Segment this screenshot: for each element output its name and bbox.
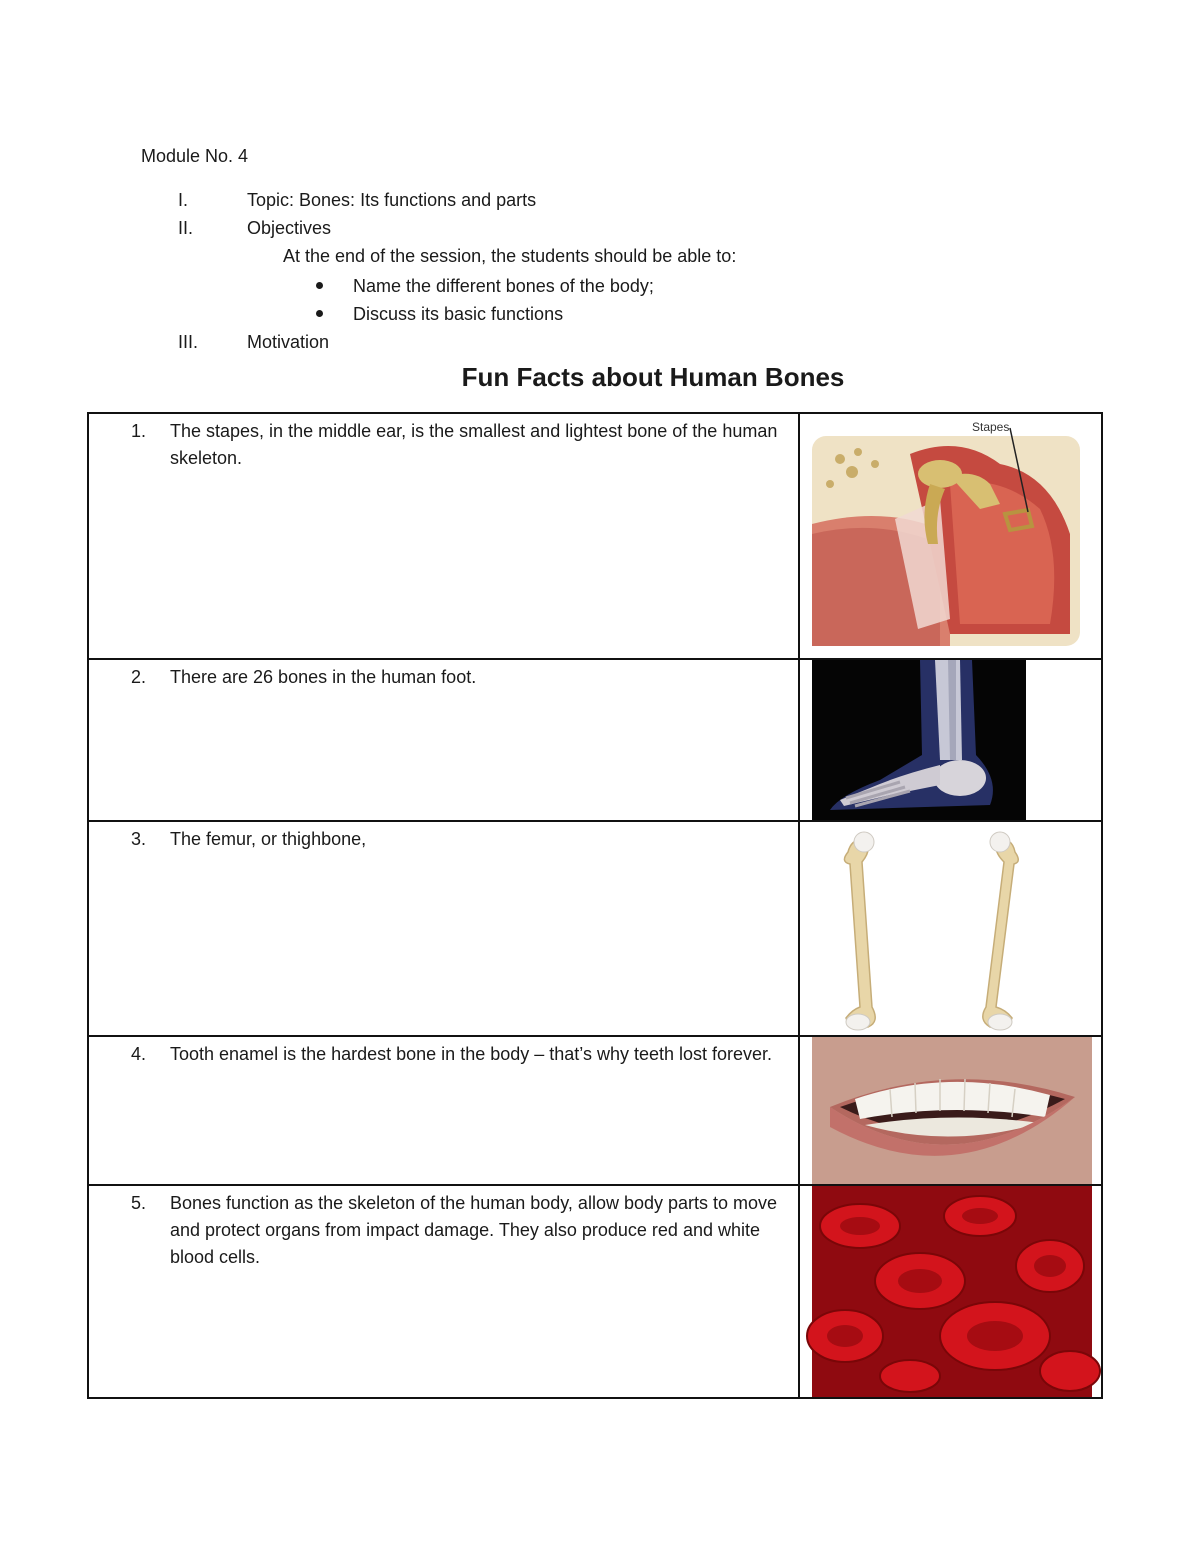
fact-text: Bones function as the skeleton of the human body, allow body parts to move and protect organs from impact damage. They also produce red and white blood cells. xyxy=(170,1193,778,1267)
module-number: Module No. 4 xyxy=(141,146,249,166)
fact-number: 3. xyxy=(131,829,147,849)
table-row xyxy=(88,1036,1102,1185)
facts-title: Fun Facts about Human Bones xyxy=(461,362,845,392)
fact-number: 5. xyxy=(131,1193,147,1213)
fact-text: The femur, or thighbone, xyxy=(170,829,367,849)
outline-numeral-1: I. xyxy=(178,190,189,210)
objective-item: Name the different bones of the body; xyxy=(353,276,654,296)
foot-image xyxy=(799,659,1102,821)
red-blood-cells-illustration xyxy=(800,1186,1101,1397)
fact-text: The stapes, in the middle ear, is the smallest and lightest bone of the human skeleton. xyxy=(170,421,778,468)
fact-item xyxy=(89,1037,798,1068)
fact-number: 4. xyxy=(131,1044,147,1064)
smile-teeth-photo xyxy=(800,1037,1101,1184)
fact-number: 1. xyxy=(131,421,147,441)
objective-item: Discuss its basic functions xyxy=(353,304,564,324)
table-row xyxy=(88,1185,1102,1398)
fact-text: Tooth enamel is the hardest bone in the body – that’s why teeth lost forever. xyxy=(170,1044,773,1064)
motivation-heading: Motivation xyxy=(247,332,330,352)
outline-numeral-2: II. xyxy=(178,218,194,238)
table-row xyxy=(88,821,1102,1036)
topic-line: Topic: Bones: Its functions and parts xyxy=(247,190,537,210)
outline-numeral-3: III. xyxy=(178,332,199,352)
fact-item xyxy=(89,822,798,853)
ear-anatomy-illustration xyxy=(800,414,1101,658)
femur-image xyxy=(799,821,1102,1036)
fact-number: 2. xyxy=(131,667,147,687)
objectives-intro: At the end of the session, the students should be able to: xyxy=(283,246,737,266)
blood-cells-image xyxy=(799,1185,1102,1398)
table-row xyxy=(88,413,1102,659)
stapes-label: Stapes xyxy=(972,420,1010,434)
teeth-image xyxy=(799,1036,1102,1185)
fact-text: There are 26 bones in the human foot. xyxy=(170,667,477,687)
fact-item xyxy=(89,1186,798,1271)
foot-bones-illustration xyxy=(800,660,1101,820)
bullet-dot xyxy=(316,282,323,289)
fact-item xyxy=(89,414,798,472)
facts-table xyxy=(87,412,1103,1399)
table-row xyxy=(88,659,1102,821)
bullet-dot xyxy=(316,310,323,317)
stapes-image xyxy=(799,413,1102,659)
femur-illustration xyxy=(800,822,1101,1035)
objectives-heading: Objectives xyxy=(247,218,332,238)
fact-item xyxy=(89,660,798,691)
